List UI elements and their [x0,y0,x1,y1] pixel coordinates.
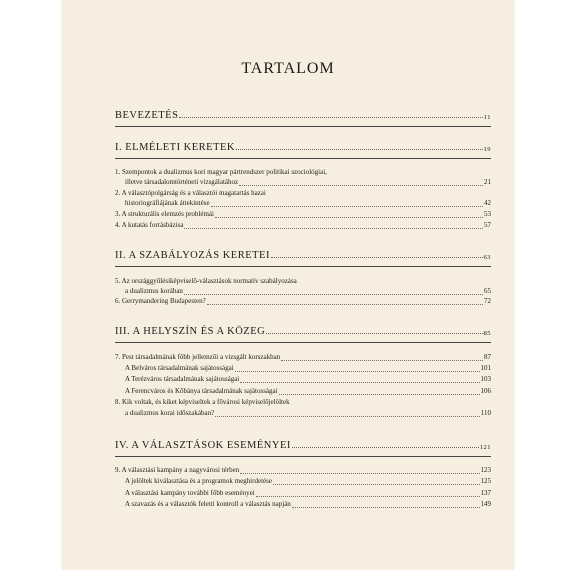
toc-entry-text: A választási kampány további főbb eseményei [125,489,255,497]
dot-leader [184,294,483,295]
dot-leader [256,496,480,497]
toc-entry-text: 3. A strukturális elemzés problémái [115,210,214,218]
page-number: 106 [480,387,491,395]
page-title: TARTALOM [241,60,335,77]
toc-entry-text: 9. A választási kampány a nagyvárosi térben [115,466,240,474]
toc-entry-text: historiográfiájának áttekintése [125,199,210,207]
section-title: IV. A VÁLASZTÁSOK ESEMÉNYEI [115,440,291,451]
toc-entry [115,408,491,419]
toc-entry-line: 1. Szempontok a dualizmus kori magyar pártrendszer politikai szociológiai, [115,168,327,176]
dot-leader [207,304,483,305]
dot-leader [271,257,483,258]
toc-entry [115,499,491,510]
section-heading [115,440,491,451]
page-number: 85 [483,330,491,337]
page-number: 149 [480,500,491,508]
toc-entry-text: A Ferencváros és Kőbánya társadalmának sajátosságai [125,387,278,395]
dot-leader [215,416,480,417]
toc-entry-text: a dualizmus korai időszakában? [125,409,215,417]
section-heading [115,110,491,121]
page-number: 137 [480,489,491,497]
dot-leader [235,371,480,372]
toc-entry [115,296,491,307]
toc-entry-line: 2. A választópolgárság és a választói magatartás hazai [115,189,266,197]
dot-leader [292,447,479,448]
page-number: 11 [483,114,491,121]
section-heading [115,142,491,153]
divider [115,456,491,457]
dot-leader [292,507,480,508]
book-page [62,0,514,570]
dot-leader [211,206,483,207]
toc-entry-text: a dualizmus korában [125,287,183,295]
page-number: 19 [483,146,491,153]
toc-entry [115,177,491,188]
page-number: 110 [480,409,491,417]
toc-entry [115,209,491,220]
page-number: 101 [480,364,491,372]
toc-entry [115,465,491,476]
section-heading [115,250,491,261]
page-number: 42 [484,199,491,207]
section-title: I. ELMÉLETI KERETEK [115,142,236,153]
page-number: 123 [480,466,491,474]
divider [115,126,491,127]
toc-entry-text: A Belváros társadalmának sajátosságai [125,364,234,372]
toc-entry-text: 6. Gerrymandering Budapesten? [115,297,206,305]
page-number: 57 [484,221,491,229]
toc-entry [115,198,491,209]
toc-entry [115,363,491,374]
toc-entry-text: 7. Pest társadalmának főbb jellemzői a vizsgált korszakban [115,353,281,361]
page-number: 72 [484,297,491,305]
toc-entry [115,286,491,297]
page-number: 121 [479,444,491,451]
dot-leader [281,360,483,361]
toc-entry-text: A jelöltek kiválasztása és a programok meghirdetése [125,477,272,485]
dot-leader [239,185,483,186]
section-title: III. A HELYSZÍN ÉS A KÖZEG [115,326,266,337]
dot-leader [240,473,479,474]
toc-entry-text: A szavazás és a választók feletti kontroll a választás napján [125,500,291,508]
divider [115,158,491,159]
toc-entry [115,488,491,499]
toc-entry [115,374,491,385]
dot-leader [266,333,482,334]
dot-leader [179,117,482,118]
section-heading [115,326,491,337]
toc-entry-text: 4. A kutatás forrásbázisa [115,221,184,229]
toc-entry [115,386,491,397]
page-number: 103 [480,375,491,383]
toc-entry-line: 5. Az országgyűlésiképviselő-választások normatív szabályozása [115,277,297,285]
page-number: 63 [483,254,491,261]
toc-entry [115,476,491,487]
page-number: 125 [480,477,491,485]
divider [115,342,491,343]
dot-leader [273,484,480,485]
divider [115,266,491,267]
dot-leader [240,382,479,383]
page-number: 65 [484,287,491,295]
toc-entry [115,220,491,231]
dot-leader [236,149,482,150]
dot-leader [215,217,483,218]
toc-entry-line: 8. Kik voltak, és kiket képviseltek a fővárosi képviselőjelöltek [115,398,290,406]
dot-leader [279,394,480,395]
toc-entry-text: A Terézváros társadalmának sajátosságai [125,375,240,383]
dot-leader [184,228,483,229]
page-number: 87 [484,353,491,361]
section-title: BEVEZETÉS [115,110,179,121]
toc-entry-text: illetve társadalomtörténeti vizsgálatához [125,178,239,186]
section-title: II. A SZABÁLYOZÁS KERETEI [115,250,270,261]
page-number: 53 [484,210,491,218]
page-number: 21 [484,178,491,186]
toc-entry [115,352,491,363]
